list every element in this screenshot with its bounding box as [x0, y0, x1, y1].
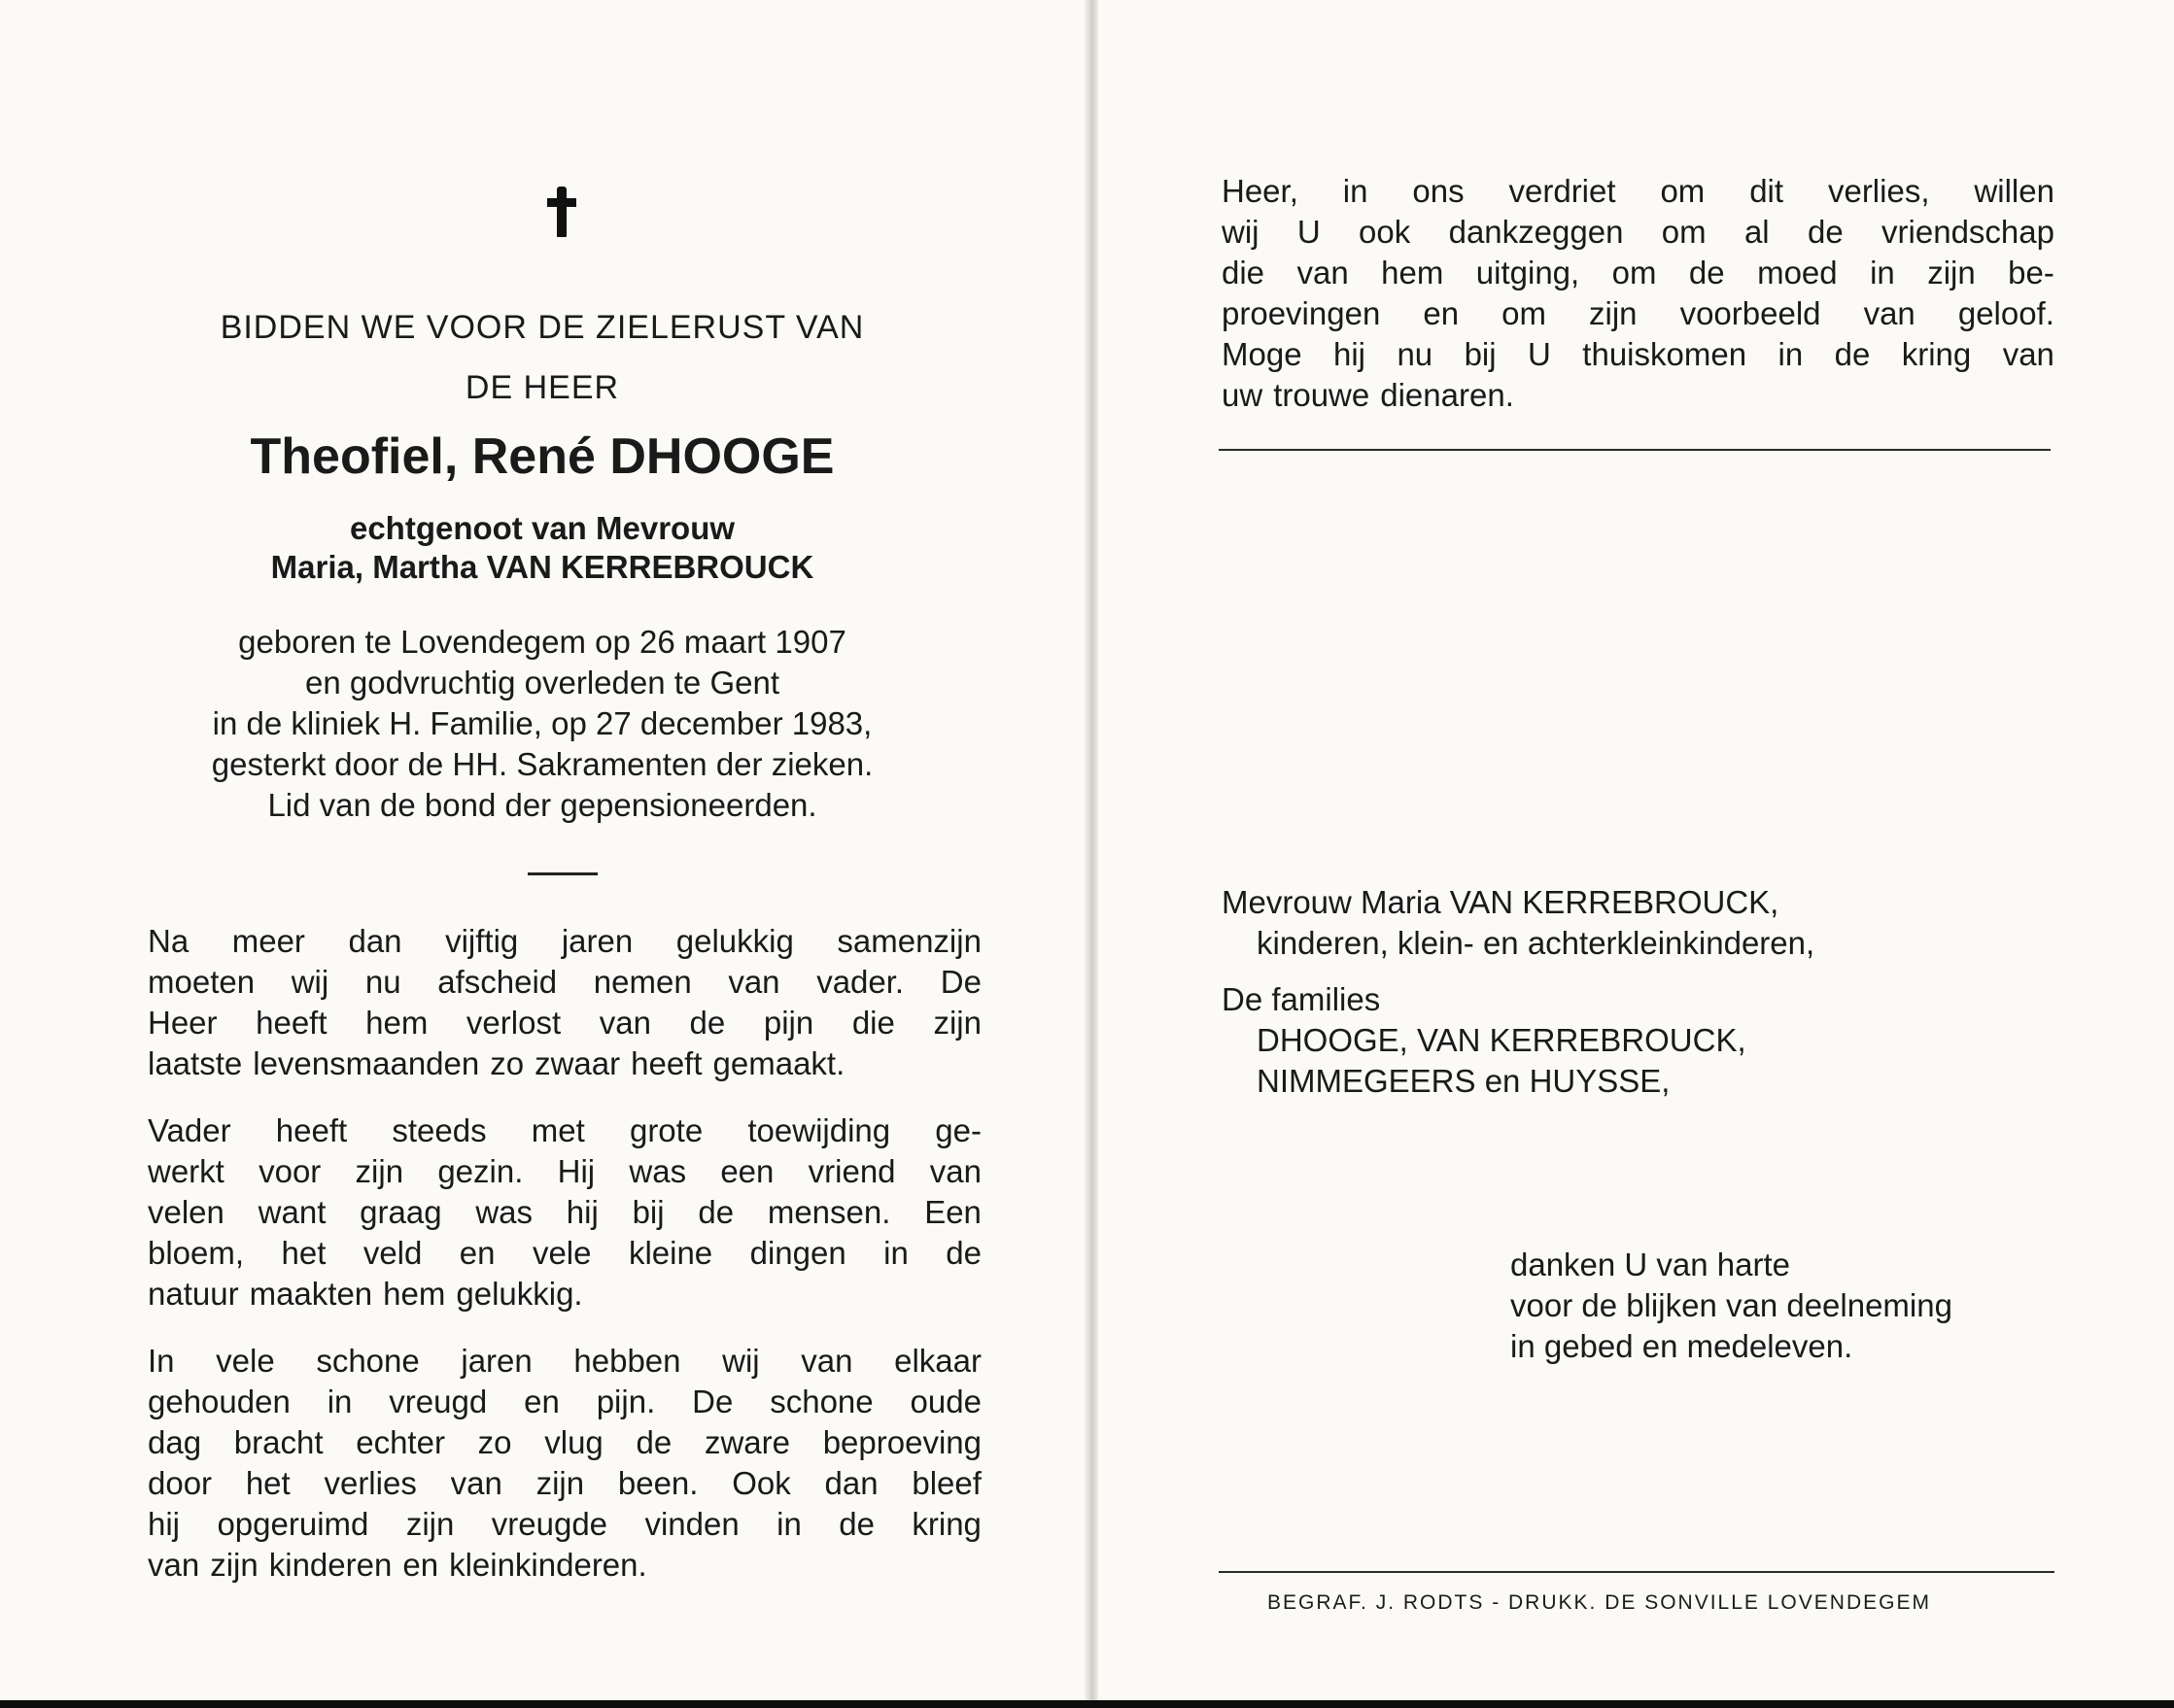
prayer-line: Heer, in ons verdriet om dit verlies, willen [1222, 173, 2054, 209]
heading-line-1: BIDDEN WE VOOR DE ZIELERUST VAN [220, 309, 865, 346]
left-panel [0, 0, 1085, 1700]
divider-rule [1219, 449, 2051, 451]
prayer-line: die van hem uitging, om de moed in zijn be- [1222, 255, 2054, 290]
families-line-3: NIMMEGEERS en HUYSSE, [1257, 1063, 1671, 1099]
thanks-line: voor de blijken van deelneming [1510, 1287, 1952, 1323]
families-line-1: De families [1222, 981, 1381, 1017]
paragraph-1 [148, 921, 982, 1084]
paragraph-2 [148, 1110, 982, 1315]
bio-line: in de kliniek H. Familie, op 27 december 1983, [212, 705, 873, 741]
mourners-line-2: kinderen, klein- en achterkleinkinderen, [1257, 925, 1815, 961]
paragraph-line: laatste levensmaanden zo zwaar heeft gemaakt. [148, 1045, 845, 1081]
prayer-line: wij U ook dankzeggen om al de vriendschap [1222, 214, 2054, 250]
families-line-2: DHOOGE, VAN KERREBROUCK, [1257, 1022, 1746, 1058]
cross-icon [547, 187, 576, 237]
printer-credit: BEGRAF. J. RODTS - DRUKK. DE SONVILLE LOVENDEGEM [1267, 1591, 1931, 1614]
bio-line: geboren te Lovendegem op 26 maart 1907 [238, 624, 846, 660]
thanks-line: in gebed en medeleven. [1510, 1328, 1853, 1364]
bio-line: en godvruchtig overleden te Gent [305, 665, 779, 700]
paragraph-line: hij opgeruimd zijn vreugde vinden in de kring [148, 1506, 982, 1542]
paragraph-line: door het verlies van zijn been. Ook dan bleef [148, 1465, 982, 1501]
biography [0, 622, 1085, 826]
paragraph-line: werkt voor zijn gezin. Hij was een vriend van [148, 1153, 982, 1189]
prayer-line: proevingen en om zijn voorbeeld van geloof. [1222, 295, 2054, 331]
paragraph-line: Na meer dan vijftig jaren gelukkig samenzijn [148, 923, 982, 959]
thanks-line: danken U van harte [1510, 1247, 1791, 1282]
spouse-line-2: Maria, Martha VAN KERREBROUCK [270, 549, 814, 585]
prayer-paragraph [1222, 171, 2054, 416]
paragraph-line: natuur maakten hem gelukkig. [148, 1276, 583, 1312]
bio-line: Lid van de bond der gepensioneerden. [267, 787, 817, 823]
paragraph-line: Heer heeft hem verlost van de pijn die zijn [148, 1005, 982, 1041]
card-fold [1085, 0, 1098, 1700]
paragraph-3 [148, 1341, 982, 1586]
paragraph-line: gehouden in vreugd en pijn. De schone oude [148, 1383, 982, 1419]
divider-dash [528, 872, 598, 875]
prayer-line: uw trouwe dienaren. [1222, 377, 1514, 413]
paragraph-line: moeten wij nu afscheid nemen van vader. De [148, 964, 982, 1000]
spouse-line-1: echtgenoot van Mevrouw [349, 510, 736, 546]
mourners-line-1: Mevrouw Maria VAN KERREBROUCK, [1222, 884, 1779, 920]
paragraph-line: dag bracht echter zo vlug de zware beproeving [148, 1424, 982, 1460]
paragraph-line: Vader heeft steeds met grote toewijding ge- [148, 1112, 982, 1148]
paragraph-line: velen want graag was hij bij de mensen. Een [148, 1194, 982, 1230]
paragraph-line: bloem, het veld en vele kleine dingen in de [148, 1235, 982, 1271]
heading-line-2: DE HEER [465, 369, 620, 406]
paragraph-line: van zijn kinderen en kleinkinderen. [148, 1547, 647, 1583]
footer-rule [1219, 1571, 2054, 1573]
deceased-name: Theofiel, René DHOOGE [250, 428, 835, 485]
prayer-line: Moge hij nu bij U thuiskomen in de kring van [1222, 336, 2054, 372]
bio-line: gesterkt door de HH. Sakramenten der zieken. [211, 746, 874, 782]
paragraph-line: In vele schone jaren hebben wij van elkaar [148, 1343, 982, 1379]
